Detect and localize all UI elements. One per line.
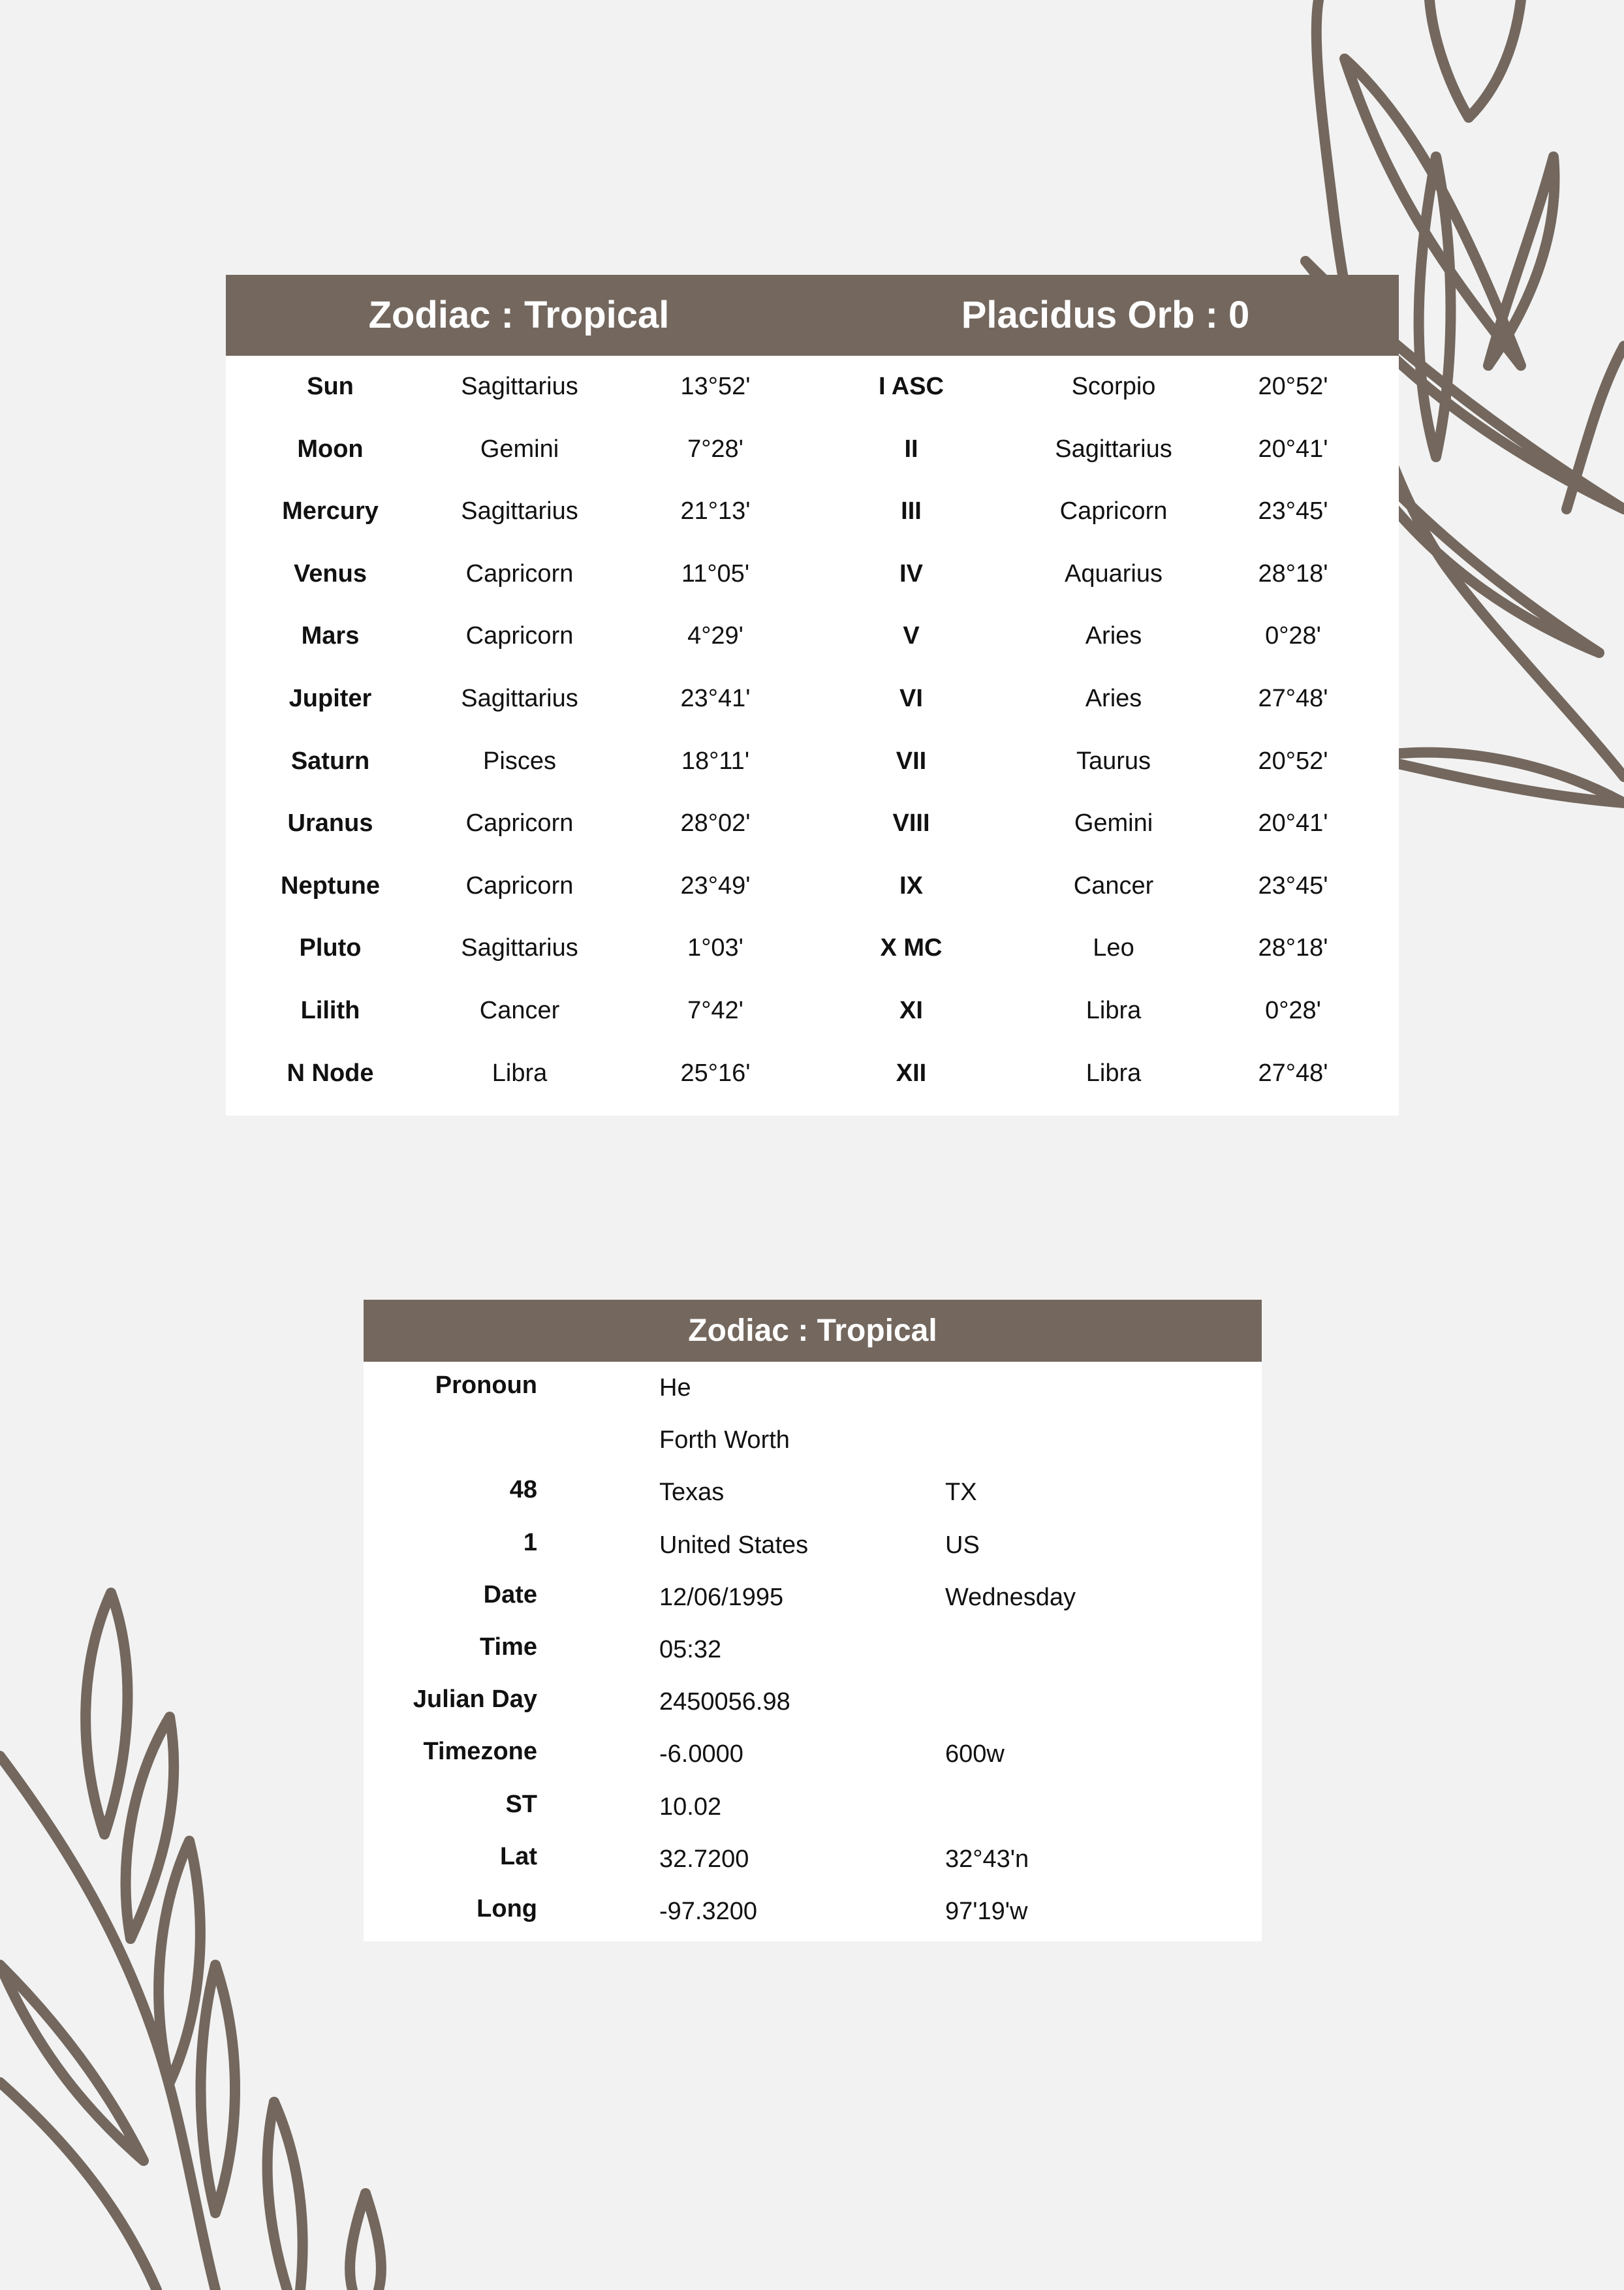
house-sign: Aquarius: [1065, 559, 1163, 588]
house-name: X MC: [880, 934, 943, 962]
planet-sign: Sagittarius: [461, 497, 578, 525]
planet-name: Jupiter: [289, 684, 372, 712]
planet-name: Pluto: [299, 934, 362, 962]
planet-sign: Sagittarius: [461, 684, 578, 712]
field-value: Forth Worth: [659, 1426, 790, 1454]
planet-name: Lilith: [300, 996, 360, 1024]
planet-sign: Cancer: [479, 996, 560, 1024]
field-label: Lat: [500, 1842, 537, 1870]
table-row: [226, 418, 1399, 481]
field-label: Date: [483, 1580, 537, 1608]
table-row: [364, 1837, 1262, 1889]
house-name: III: [901, 497, 922, 525]
planet-name: Sun: [307, 373, 354, 400]
planet-sign: Gemini: [480, 435, 559, 463]
field-label: Time: [479, 1633, 537, 1661]
planet-name: Moon: [297, 435, 364, 463]
field-extra: Wednesday: [945, 1583, 1076, 1611]
planet-sign: Pisces: [483, 747, 556, 775]
house-name: XI: [899, 996, 923, 1024]
house-sign: Sagittarius: [1055, 435, 1172, 463]
planet-name: Venus: [294, 559, 367, 588]
table-row: [364, 1575, 1262, 1627]
house-sign: Libra: [1085, 1059, 1142, 1087]
house-name: II: [904, 435, 918, 463]
house-name: IV: [899, 559, 923, 588]
planet-degree: 23°49': [680, 871, 751, 900]
table-row: [226, 356, 1399, 418]
table-row: [226, 1043, 1399, 1105]
table-row: [364, 1627, 1262, 1680]
planet-degree: 1°03': [687, 934, 743, 962]
planet-degree: 23°41': [680, 684, 751, 712]
planet-sign: Capricorn: [465, 809, 574, 838]
planet-name: Neptune: [281, 871, 380, 900]
house-sign: Leo: [1093, 934, 1134, 962]
house-degree: 20°41': [1258, 809, 1328, 838]
field-extra: US: [945, 1531, 980, 1559]
house-degree: 23°45': [1258, 497, 1328, 525]
table-row: [226, 792, 1399, 855]
planet-degree: 11°05': [681, 559, 750, 588]
planet-name: Uranus: [287, 809, 373, 838]
field-extra: 97'19'w: [945, 1897, 1028, 1925]
planet-house-table: [226, 275, 1399, 1116]
zodiac-heading: Zodiac : Tropical: [368, 294, 670, 336]
table-row: [364, 1470, 1262, 1522]
table-row: [226, 605, 1399, 668]
table-row: [226, 543, 1399, 606]
table-row: [364, 1889, 1262, 1941]
house-sign: Aries: [1085, 622, 1142, 650]
house-degree: 28°18': [1258, 559, 1328, 588]
house-sign: Gemini: [1074, 809, 1153, 838]
table-row: [364, 1366, 1262, 1418]
field-extra: TX: [945, 1479, 977, 1507]
planet-sign: Capricorn: [465, 871, 574, 900]
planet-degree: 25°16': [680, 1059, 751, 1087]
field-label: Julian Day: [413, 1686, 537, 1714]
table-row: [364, 1523, 1262, 1575]
house-name: VII: [896, 747, 927, 775]
house-degree: 0°28': [1265, 996, 1321, 1024]
house-system-heading: Placidus Orb : 0: [961, 294, 1250, 336]
field-value: 32.7200: [659, 1845, 749, 1873]
field-value: 12/06/1995: [659, 1583, 784, 1611]
house-degree: 20°52': [1258, 747, 1328, 775]
planet-degree: 7°42': [687, 996, 743, 1024]
table-row: [226, 730, 1399, 793]
house-name: XII: [896, 1059, 927, 1087]
house-degree: 23°45': [1258, 871, 1328, 900]
field-value: Texas: [659, 1479, 725, 1507]
house-degree: 27°48': [1258, 1059, 1328, 1087]
table-body: [364, 1366, 1262, 1941]
planet-name: Saturn: [290, 747, 370, 775]
planet-degree: 13°52': [680, 373, 751, 400]
house-sign: Aries: [1085, 684, 1142, 712]
field-label: Long: [476, 1894, 537, 1922]
table-row: [364, 1732, 1262, 1784]
field-label: 48: [509, 1476, 537, 1504]
planet-degree: 28°02': [680, 809, 751, 838]
field-extra: 600w: [945, 1740, 1005, 1768]
planet-degree: 21°13': [680, 497, 751, 525]
table-row: [226, 980, 1399, 1043]
table-header: [226, 275, 1399, 356]
field-value: 10.02: [659, 1793, 722, 1821]
planet-sign: Sagittarius: [461, 934, 578, 962]
house-degree: 20°52': [1258, 373, 1328, 400]
table-row: [364, 1785, 1262, 1837]
birth-data-table: [364, 1300, 1262, 1941]
field-value: United States: [659, 1531, 809, 1559]
planet-degree: 7°28': [687, 435, 743, 463]
table-row: [226, 480, 1399, 543]
planet-name: Mercury: [282, 497, 379, 525]
field-value: He: [659, 1374, 691, 1402]
field-value: 2450056.98: [659, 1688, 790, 1716]
table-row: [226, 855, 1399, 918]
birth-table-heading: Zodiac : Tropical: [364, 1300, 1262, 1362]
house-name: VIII: [892, 809, 930, 838]
planet-sign: Libra: [492, 1059, 548, 1087]
house-name: I ASC: [879, 373, 944, 400]
field-value: -6.0000: [659, 1740, 743, 1768]
house-degree: 27°48': [1258, 684, 1328, 712]
planet-sign: Capricorn: [465, 622, 574, 650]
table-row: [226, 917, 1399, 980]
house-name: IX: [899, 871, 923, 900]
planet-name: N Node: [287, 1059, 374, 1087]
planet-degree: 18°11': [681, 747, 750, 775]
field-label: ST: [505, 1790, 537, 1818]
house-degree: 28°18': [1258, 934, 1328, 962]
planet-name: Mars: [301, 622, 360, 650]
planet-sign: Sagittarius: [461, 373, 578, 400]
house-degree: 0°28': [1265, 622, 1321, 650]
table-body: [226, 356, 1399, 1105]
field-value: 05:32: [659, 1635, 722, 1663]
table-row: [364, 1418, 1262, 1470]
planet-sign: Capricorn: [465, 559, 574, 588]
house-name: V: [903, 622, 920, 650]
house-sign: Libra: [1085, 996, 1142, 1024]
table-row: [364, 1680, 1262, 1732]
field-extra: 32°43'n: [945, 1845, 1029, 1873]
field-label: Pronoun: [435, 1372, 537, 1399]
house-sign: Cancer: [1073, 871, 1154, 900]
table-row: [226, 668, 1399, 730]
house-sign: Scorpio: [1071, 373, 1156, 400]
field-value: -97.3200: [659, 1897, 758, 1925]
planet-degree: 4°29': [687, 622, 743, 650]
house-name: VI: [899, 684, 923, 712]
house-degree: 20°41': [1258, 435, 1328, 463]
house-sign: Capricorn: [1059, 497, 1168, 525]
house-sign: Taurus: [1076, 747, 1151, 775]
leaf-branch-icon: [0, 1560, 392, 2290]
field-label: 1: [523, 1528, 537, 1556]
field-label: Timezone: [423, 1738, 537, 1766]
